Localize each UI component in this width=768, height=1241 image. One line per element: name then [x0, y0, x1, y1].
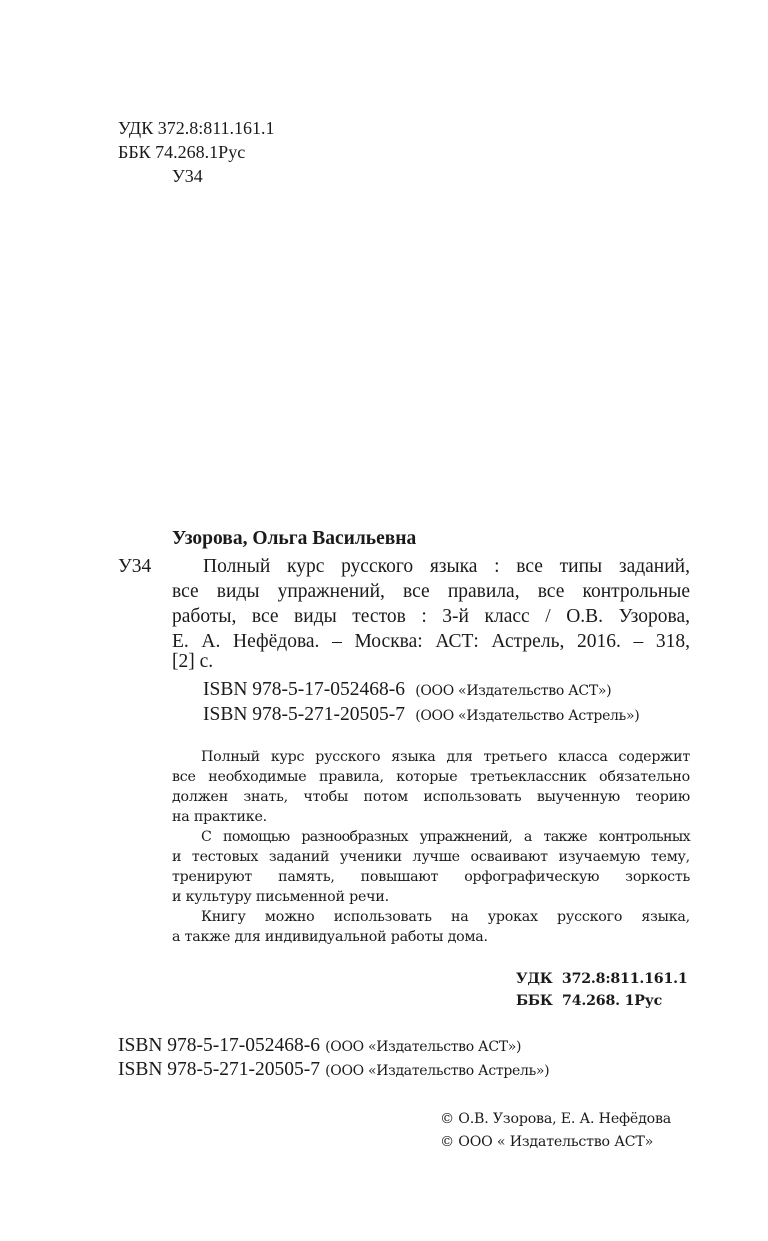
entry-line: работы, все виды тестов : 3-й класс / О.В. Узорова,: [172, 606, 690, 627]
abstract-line: С помощью разнообразных упражнений, а также контрольных: [201, 829, 690, 845]
copyright-authors: © О.В. Узорова, Е. А. Нефёдова: [440, 1111, 672, 1127]
bbk-classification: ББК 74.268. 1Рус: [516, 993, 663, 1009]
isbn-publisher: (ООО «Издательство Астрель»): [415, 708, 640, 724]
isbn-publisher: (ООО «Издательство АСТ»): [415, 683, 612, 699]
entry-line: все виды упражнений, все правила, все контрольные: [172, 581, 690, 602]
isbn-number: ISBN 978-5-271-20505-7: [118, 1059, 321, 1080]
abstract-line: а также для индивидуальной работы дома.: [172, 929, 488, 945]
abstract-line: Полный курс русского языка для третьего класса содержит: [201, 749, 690, 765]
entry-code: У34: [118, 556, 152, 577]
bbk-code: ББК 74.268.1Рус: [118, 142, 246, 162]
isbn-publisher: (ООО «Издательство АСТ»): [325, 1039, 522, 1055]
entry-line: Полный курс русского языка : все типы заданий,: [203, 556, 690, 577]
isbn-number: ISBN 978-5-17-052468-6: [203, 679, 406, 700]
isbn-number: ISBN 978-5-17-052468-6: [118, 1035, 321, 1056]
copyright-publisher: © ООО « Издательство АСТ»: [440, 1134, 654, 1150]
isbn-publisher: (ООО «Издательство Астрель»): [325, 1063, 550, 1079]
author-sign: У34: [172, 166, 203, 186]
abstract-line: Книгу можно использовать на уроках русского языка,: [201, 909, 690, 925]
isbn-line: [118, 1036, 521, 1056]
entry-author: Узорова, Ольга Васильевна: [172, 528, 417, 549]
abstract-line: и культуру письменной речи.: [172, 889, 389, 905]
entry-line: Е. А. Нефёдова. – Москва: АСТ: Астрель, 2016. – 318,: [172, 631, 690, 652]
isbn-number: ISBN 978-5-271-20505-7: [203, 704, 406, 725]
udk-code: УДК 372.8:811.161.1: [118, 118, 275, 138]
isbn-line: [118, 1060, 549, 1080]
entry-isbn: [203, 680, 611, 700]
abstract-line: тренируют память, повышают орфографическую зоркость: [172, 869, 690, 885]
entry-line: [2] с.: [172, 651, 214, 672]
entry-isbn: [203, 705, 639, 725]
udk-classification: УДК 372.8:811.161.1: [516, 971, 688, 987]
abstract-line: на практике.: [172, 809, 267, 825]
abstract-line: все необходимые правила, которые третьеклассник обязательно: [172, 769, 690, 785]
abstract-line: должен знать, чтобы потом использовать выученную теорию: [172, 789, 690, 805]
abstract-line: и тестовых заданий ученики лучше осваивают изучаемую тему,: [172, 849, 690, 865]
